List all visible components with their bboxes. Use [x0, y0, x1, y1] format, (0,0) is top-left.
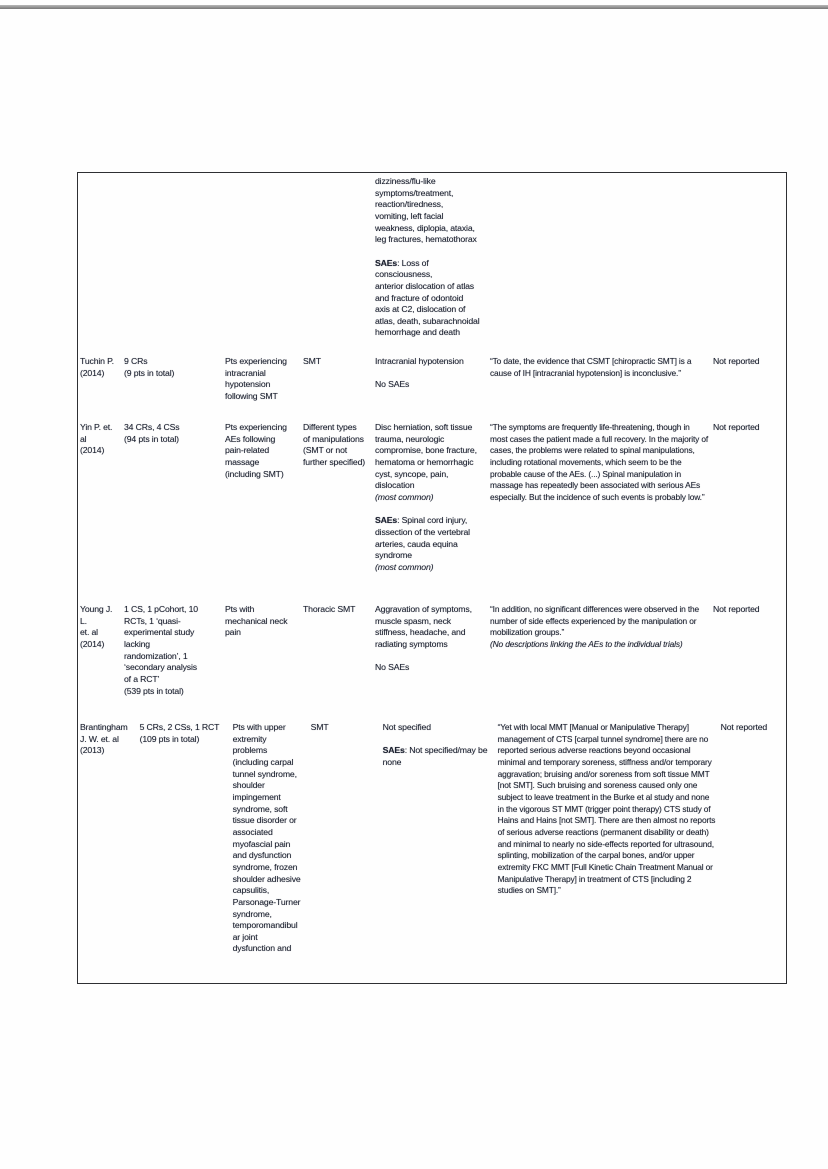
- reported-cell: Not reported: [713, 604, 760, 614]
- adverse-events-cell: [381, 719, 496, 983]
- intervention-cell: SMT: [303, 356, 321, 366]
- author-cell: Yin P. et. al (2014): [80, 422, 113, 456]
- sae-label: SAEs: [375, 515, 398, 526]
- intervention-cell: [301, 173, 373, 353]
- table-row: [78, 353, 786, 419]
- reported-cell: Not reported: [720, 722, 768, 732]
- studies-cell: 9 CRs (9 pts in total): [124, 356, 175, 378]
- studies-cell: 1 CS, 1 pCohort, 10 RCTs, 1 ‘quasi- experimental study lacking randomization’, 1 ‘secondary analysis of a RCT’ (539 pts in total): [124, 604, 198, 696]
- conclusion-note: (No descriptions linking the AEs to the individual trials): [490, 638, 683, 649]
- table-row: [78, 419, 786, 601]
- sae-list: [375, 258, 486, 340]
- reported-cell: Not reported: [713, 422, 760, 432]
- intervention-cell: Thoracic SMT: [303, 604, 356, 614]
- ae-note: (most common): [375, 491, 434, 502]
- conclusion-quote: “To date, the evidence that CSMT [chiropractic SMT] is a cause of IH [intracranial hypotension] is inconclusive.”: [490, 356, 692, 378]
- ae-list: Aggravation of symptoms, muscle spasm, neck stiffness, headache, and radiating symptoms: [375, 604, 472, 649]
- intervention-cell: SMT: [310, 722, 329, 732]
- conclusion-cell: [488, 353, 711, 419]
- adverse-events-cell: [373, 419, 488, 601]
- author-cell: Brantingham J. W. et. al (2013): [80, 722, 128, 756]
- author-cell: [78, 173, 122, 353]
- population-cell: Pts with mechanical neck pain: [225, 604, 288, 638]
- sae-note: (most common): [375, 561, 434, 572]
- table-row: [78, 601, 786, 719]
- ae-list: dizziness/flu-like symptoms/treatment, reaction/tiredness, vomiting, left facial weakness, diplopia, ataxia, leg fractures, hematothorax: [375, 176, 477, 245]
- sae-label: SAEs: [375, 257, 398, 268]
- author-cell: Young J. L. et. al (2014): [80, 604, 113, 649]
- scan-artifact-line: [0, 5, 828, 9]
- studies-cell: 5 CRs, 2 CSs, 1 RCT (109 pts in total): [139, 722, 220, 744]
- studies-cell: [122, 173, 223, 353]
- population-cell: Pts experiencing intracranial hypotension following SMT: [225, 356, 287, 401]
- conclusion-cell: [488, 601, 711, 719]
- population-cell: Pts with upper extremity problems (including carpal tunnel syndrome, shoulder impingement syndrome, soft tissue disorder or associated myofascial pain and dysfunction syndrome, frozen shoulder adhesive capsulitis, Parsonage-Turner syndrome, temporomandibul ar joint dysfunction and: [232, 722, 301, 954]
- adverse-events-cell: [373, 353, 488, 419]
- studies-cell: 34 CRs, 4 CSs (94 pts in total): [124, 422, 180, 444]
- conclusion-cell: [496, 719, 719, 983]
- sae-text: : Loss of consciousness, anterior dislocation of atlas and fracture of odontoid axis at C2, dislocation of atlas, death, subarachnoidal hemorrhage and death: [375, 257, 480, 338]
- conclusion-cell: [488, 173, 711, 353]
- reported-cell: Not reported: [713, 356, 760, 366]
- sae-list: [375, 515, 486, 562]
- studies-adverse-events-table: [77, 172, 787, 984]
- conclusion-quote: “Yet with local MMT [Manual or Manipulative Therapy] management of CTS [carpal tunnel syndrome] there are no reported serious adverse reactions beyond occasional minimal and temporary soreness, stiffness and/or temporary aggravation; bruising and/or soreness from soft tissue MMT [not SMT]. Such bruising and soreness caused only one subject to leave treatment in the Burke et al study and none in the vigorous ST MMT (trigger point therapy) CTS study of Hains and Hains [not SMT]. There are then almost no reports of serious adverse reactions (permanent disability or death) and minimal to nearly no side-effects reported for ultrasound, splinting, mobilization of the carpal bones, and/or upper extremity FKC MMT [Full Kinetic Chain Treatment Manual or Manipulative Therapy] in treatment of CTS [including 2 studies on SMT].”: [497, 722, 716, 896]
- reported-cell: [711, 173, 786, 353]
- sae-text: : Spinal cord injury, dissection of the vertebral arteries, cauda equina syndrome: [375, 515, 470, 561]
- author-cell: Tuchin P. (2014): [80, 356, 114, 378]
- conclusion-cell: [488, 419, 711, 601]
- sae-text: : Not specified/may be none: [382, 745, 488, 767]
- adverse-events-cell: [373, 173, 488, 353]
- ae-list: Intracranial hypotension: [375, 356, 464, 366]
- sae-list: No SAEs: [375, 379, 410, 390]
- intervention-cell: Different types of manipulations (SMT or not further specified): [303, 422, 366, 467]
- table-row: [78, 719, 786, 983]
- adverse-events-cell: [373, 601, 488, 719]
- table-row: [78, 173, 786, 353]
- population-cell: Pts experiencing AEs following pain-related massage (including SMT): [225, 422, 287, 479]
- sae-list: No SAEs: [375, 662, 410, 673]
- sae-list: [383, 745, 494, 768]
- ae-list: Not specified: [382, 722, 431, 732]
- population-cell: [223, 173, 301, 353]
- sae-label: SAEs: [382, 745, 405, 756]
- conclusion-quote: “In addition, no significant differences were observed in the number of side effects experienced by the manipulation or mobilization groups.”: [490, 604, 700, 638]
- ae-list: Disc herniation, soft tissue trauma, neurologic compromise, bone fracture, hematoma or hemorrhagic cyst, syncope, pain, dislocation: [375, 422, 477, 491]
- conclusion-quote: “The symptoms are frequently life-threatening, though in most cases the patient made a full recovery. In the majority of cases, the problems were related to spinal manipulations, including rotational movements, which seem to be the probable cause of the AEs. (...) Spinal manipulation in massage has repeatedly been associated with serious AEs especially. But the incidence of such events is probably low.”: [490, 422, 709, 502]
